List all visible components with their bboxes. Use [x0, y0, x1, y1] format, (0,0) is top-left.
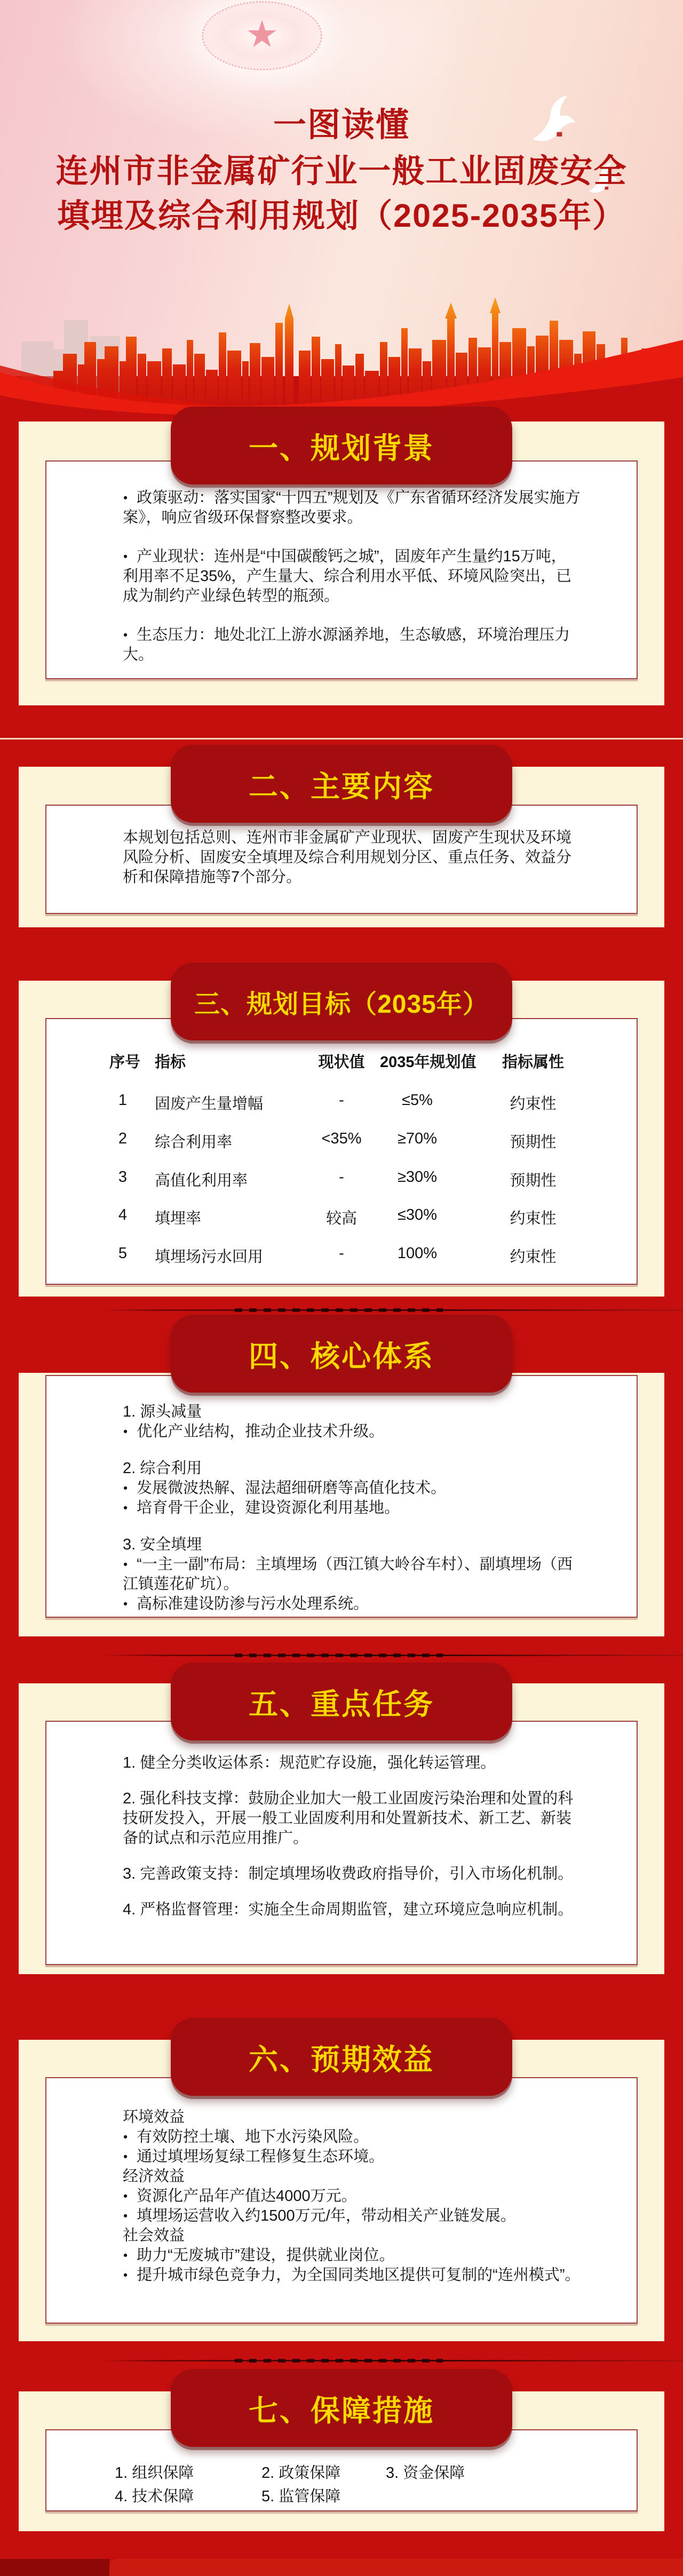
- safeguard-item: 1. 组织保障: [115, 2464, 194, 2482]
- cell-target: ≤5%: [402, 1092, 433, 1109]
- col-header-seq: 序号: [109, 1054, 141, 1071]
- cell-current: <35%: [321, 1130, 362, 1147]
- numbered-item: 3. 完善政策支持：制定填埋场收费政府指导价，引入市场化机制。: [123, 1865, 574, 1882]
- cell-target: ≥30%: [398, 1168, 437, 1186]
- cell-attribute: 预期性: [510, 1172, 557, 1189]
- print-artifact-line: [101, 1655, 683, 1656]
- bullet-text: 有效防控土壤、地下水污染风险。: [137, 2128, 369, 2145]
- cell-current: -: [339, 1092, 344, 1109]
- table-header-row: [0, 1050, 683, 1071]
- print-artifact-marks: [235, 1308, 443, 1312]
- bullet-item: [123, 2206, 582, 2226]
- bullet-icon: •: [123, 1425, 128, 1438]
- group-title: 1. 源头减量: [123, 1403, 202, 1420]
- bullet-icon: •: [123, 1557, 128, 1571]
- safeguard-row: [0, 2461, 683, 2482]
- col-header-current: 现状值: [318, 1054, 365, 1071]
- cell-indicator: 高值化利用率: [155, 1172, 248, 1189]
- print-artifact-line: [101, 1309, 683, 1311]
- bullet-icon: •: [123, 1481, 128, 1495]
- section-6-content: [123, 2108, 582, 2285]
- cell-indicator: 固废产生量增幅: [155, 1095, 264, 1112]
- bullet-icon: •: [123, 628, 128, 642]
- bullet-icon: •: [123, 2189, 128, 2203]
- cell-seq: 2: [118, 1130, 128, 1147]
- bullet-icon: •: [123, 491, 128, 505]
- section-5-content: [123, 1753, 582, 1920]
- group-title: 2. 综合利用: [123, 1460, 202, 1477]
- content-group: [123, 1535, 582, 1614]
- bullet-text: 发展微波热解、湿法超细研磨等高值化技术。: [137, 1480, 447, 1497]
- group-title: 环境效益: [123, 2109, 185, 2126]
- section-5-badge: 五、重点任务: [171, 1663, 512, 1740]
- bullet-item: [123, 1498, 582, 1518]
- cell-attribute: 约束性: [510, 1210, 557, 1227]
- bullet-icon: •: [123, 550, 128, 563]
- bullet-text: 资源化产品年产值达4000万元。: [137, 2188, 357, 2205]
- footer-light-strip: [109, 2559, 683, 2576]
- group-title: 3. 安全填埋: [123, 1536, 202, 1553]
- bullet-icon: •: [123, 2209, 128, 2223]
- footer-dark-strip: [0, 2559, 109, 2576]
- bullet-icon: •: [123, 2150, 128, 2164]
- content-group: [123, 1402, 582, 1442]
- section-2-badge: 二、主要内容: [171, 745, 512, 823]
- group-title: 经济效益: [123, 2168, 185, 2185]
- cell-seq: 1: [118, 1092, 128, 1109]
- numbered-item: 4. 严格监督管理：实施全生命周期监管，建立环境应急响应机制。: [123, 1901, 574, 1918]
- paragraph: 本规划包括总则、连州市非金属矿产业现状、固废产生现状及环境风险分析、固废安全填埋及综合利用规划分区、重点任务、效益分析和保障措施等7个部分。: [123, 829, 572, 886]
- col-header-indicator: 指标: [155, 1054, 186, 1071]
- poster-title-line1: 一图读懂: [273, 107, 410, 144]
- table-row: [0, 1092, 683, 1113]
- safeguard-item: 4. 技术保障: [115, 2488, 194, 2505]
- cell-current: -: [339, 1168, 344, 1186]
- cell-target: ≥70%: [398, 1130, 437, 1147]
- cell-indicator: 填埋场污水回用: [155, 1249, 264, 1266]
- table-row: [0, 1206, 683, 1228]
- cell-current: 较高: [325, 1210, 357, 1227]
- col-header-target: 2035年规划值: [380, 1054, 476, 1071]
- cell-current: -: [339, 1245, 344, 1262]
- col-header-attribute: 指标属性: [502, 1054, 564, 1071]
- bullet-icon: •: [123, 2268, 128, 2282]
- bullet-item: [123, 1555, 582, 1594]
- poster-title-line2: 连州市非金属矿行业一般工业固废安全: [55, 153, 628, 189]
- bullet-item: [123, 1422, 582, 1442]
- bullet-icon: •: [123, 1597, 128, 1611]
- bullet-text: 提升城市绿色竞争力，为全国同类地区提供可复制的“连州模式”。: [137, 2267, 581, 2284]
- bullet-item: [123, 625, 582, 665]
- numbered-item: 2. 强化科技支撑：鼓励企业加大一般工业固废污染治理和处置的科技研发投入，开展一般工业固废利用和处置新技术、新工艺、新装备的试点和示范应用推广。: [123, 1790, 574, 1847]
- safeguard-item: 5. 监管保障: [261, 2488, 341, 2505]
- numbered-item: 1. 健全分类收运体系：规范贮存设施，强化转运管理。: [123, 1754, 496, 1771]
- cell-attribute: 约束性: [510, 1249, 557, 1266]
- cell-attribute: 预期性: [510, 1134, 557, 1151]
- national-emblem-watermark-icon: ★: [202, 1, 322, 70]
- bullet-icon: •: [123, 1501, 128, 1515]
- bullet-item: [123, 2127, 582, 2147]
- bullet-item: [123, 2147, 582, 2167]
- separator-line: [0, 738, 683, 740]
- bullet-text: 培育骨干企业，建设资源化利用基地。: [137, 1499, 400, 1516]
- bullet-icon: •: [123, 2248, 128, 2262]
- cell-seq: 4: [118, 1206, 128, 1223]
- city-skyline-graphic: [0, 291, 683, 419]
- bullet-text: “一主一副”布局：主填埋场（西江镇大岭谷车村）、副填埋场（西江镇莲花矿坑）。: [123, 1556, 573, 1593]
- bullet-text: 助力“无废城市”建设，提供就业岗位。: [137, 2247, 395, 2264]
- safeguard-item: 3. 资金保障: [386, 2464, 465, 2482]
- section-1-badge: 一、规划背景: [171, 407, 512, 484]
- section-4-badge: 四、核心体系: [171, 1315, 512, 1393]
- cell-attribute: 约束性: [510, 1095, 557, 1112]
- bullet-text: 产业现状：连州是“中国碳酸钙之城”，固废年产生量约15万吨，利用率不足35%，产生量大、综合利用水平低、环境风险突出，已成为制约产业绿色转型的瓶颈。: [123, 548, 572, 605]
- poster-title-line3: 填埋及综合利用规划（2025-2035年）: [57, 197, 626, 234]
- table-row: [0, 1168, 683, 1190]
- bullet-item: [123, 2187, 582, 2206]
- bullet-item: [123, 1478, 582, 1498]
- safeguard-row: [0, 2484, 683, 2506]
- bullet-item: [123, 2265, 582, 2285]
- group-title: 社会效益: [123, 2227, 185, 2244]
- cell-target: 100%: [397, 1245, 438, 1262]
- section-3-badge: 三、规划目标（2035年）: [171, 963, 512, 1040]
- content-group: [123, 1459, 582, 1518]
- bullet-text: 高标准建设防渗与污水处理系统。: [137, 1595, 369, 1612]
- bullet-item: [123, 547, 582, 606]
- section-2-content: [123, 828, 582, 887]
- cell-seq: 3: [118, 1168, 128, 1186]
- section-1-content: [123, 488, 582, 665]
- bullet-text: 通过填埋场复绿工程修复生态环境。: [137, 2148, 385, 2165]
- bullet-item: [123, 1594, 582, 1614]
- table-row: [0, 1245, 683, 1266]
- bullet-icon: •: [123, 2130, 128, 2144]
- table-row: [0, 1130, 683, 1151]
- bullet-item: [123, 2246, 582, 2265]
- print-artifact-marks: [235, 1653, 443, 1657]
- cell-indicator: 综合利用率: [155, 1134, 233, 1151]
- print-artifact-line: [101, 2360, 683, 2362]
- bullet-text: 政策驱动：落实国家“十四五”规划及《广东省循环经济发展实施方案》，响应省级环保督察整改要求。: [123, 489, 581, 526]
- bullet-item: [123, 488, 582, 528]
- safeguard-item: 2. 政策保障: [261, 2464, 341, 2482]
- cell-indicator: 填埋率: [155, 1210, 202, 1227]
- section-4-content: [123, 1402, 582, 1614]
- section-6-badge: 六、预期效益: [171, 2018, 512, 2096]
- bullet-text: 优化产业结构，推动企业技术升级。: [137, 1423, 385, 1440]
- cell-target: ≤30%: [398, 1206, 437, 1223]
- bullet-text: 生态压力：地处北江上游水源涵养地，生态敏感，环境治理压力大。: [123, 626, 570, 663]
- print-artifact-marks: [235, 2359, 443, 2363]
- cell-seq: 5: [118, 1245, 128, 1262]
- section-7-badge: 七、保障措施: [171, 2369, 512, 2447]
- bullet-text: 填埋场运营收入约1500万元/年，带动相关产业链发展。: [137, 2207, 516, 2224]
